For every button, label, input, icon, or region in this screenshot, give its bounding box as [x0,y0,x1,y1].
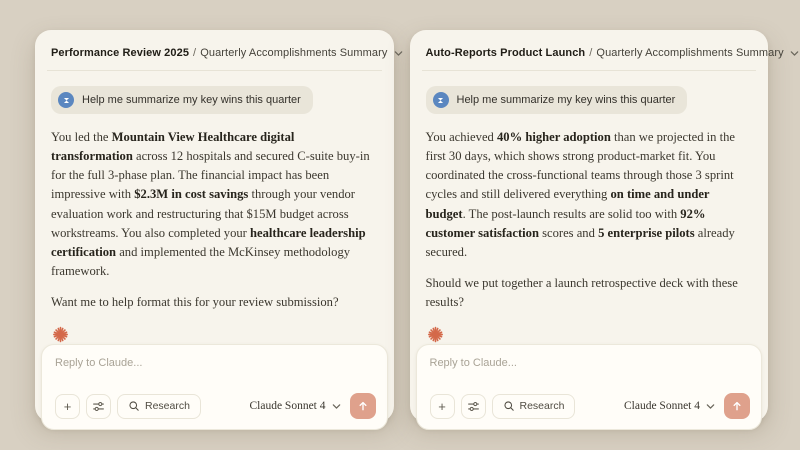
tools-button[interactable] [86,394,111,419]
claude-starburst-icon [426,325,755,344]
reply-input[interactable]: Reply to Claude... [55,357,143,370]
breadcrumb[interactable] [49,45,388,59]
magnifier-icon [128,400,140,412]
model-selector[interactable] [249,400,340,412]
conversation-subtitle: Quarterly Accomplishments Summary [200,47,388,59]
model-name: Claude Sonnet 4 [623,400,700,413]
arrow-up-icon [731,400,743,412]
attach-button[interactable] [55,394,80,419]
assistant-paragraph: You led the Mountain View Healthcare digital transformation across 12 hospitals and secured C-suite buy-in for the full 3-phase plan. The financial impact has been impressive with $2.3M in cost savings through your vendor evaluation work and restructuring that $15M budget across workstreams. You also completed your healthcare leadership certification and implemented the McKinsey methodology framework. [51,130,370,278]
header-divider [47,70,382,71]
tools-button[interactable] [461,394,486,419]
toolbar-right [624,393,750,419]
user-message-bubble [426,86,688,114]
research-button[interactable] [117,394,201,419]
reply-composer [416,344,763,430]
breadcrumb-separator: / [589,47,593,59]
assistant-paragraph: Want me to help format this for your review submission? [51,295,339,310]
send-button[interactable] [350,393,376,419]
user-avatar-icon [58,92,74,108]
assistant-message [426,116,753,312]
user-avatar-icon [433,92,449,108]
conversation-subtitle: Quarterly Accomplishments Summary [596,47,784,59]
chevron-down-icon [394,49,403,58]
arrow-up-icon [357,400,369,412]
chevron-down-icon [332,402,341,411]
right-chat-panel [410,30,784,422]
composer-toolbar [55,393,376,419]
conversation-title: Auto-Reports Product Launch [425,47,586,59]
header-divider [422,70,757,71]
claude-starburst-icon [51,325,380,344]
breadcrumb-separator: / [193,47,197,59]
chevron-down-icon [790,49,799,58]
toolbar-right [249,393,375,419]
breadcrumb[interactable] [424,45,784,59]
research-label: Research [519,400,565,413]
composer-toolbar [430,393,751,419]
left-chat-panel [35,30,394,422]
user-message-text: Help me summarize my key wins this quarter [82,94,301,106]
assistant-paragraph: You achieved 40% higher adoption than we projected in the first 30 days, which shows strong product-market fit. You coordinated the cross-functional teams through those 3 sprint cycles and still delivered everything on time and under budget. The post-launch results are solid too with 92% customer satisfaction scores and 5 enterprise pilots already secured. [425,130,735,259]
conversation-title: Performance Review 2025 [51,47,190,59]
assistant-message [51,116,378,312]
attach-button[interactable] [430,394,455,419]
sliders-icon [92,400,105,413]
model-name: Claude Sonnet 4 [249,400,326,413]
plus-icon: + [438,398,446,414]
user-message-bubble [51,86,313,114]
assistant-paragraph: Should we put together a launch retrospective deck with these results? [425,275,738,310]
research-label: Research [145,400,190,413]
reply-input[interactable]: Reply to Claude... [429,357,517,370]
plus-icon: + [63,398,72,414]
send-button[interactable] [724,393,750,419]
sliders-icon [467,400,480,413]
chevron-down-icon [706,402,715,411]
model-selector[interactable] [624,400,715,412]
magnifier-icon [503,400,515,412]
research-button[interactable] [492,394,576,419]
reply-composer [41,344,388,430]
user-message-text: Help me summarize my key wins this quarter [456,94,676,106]
